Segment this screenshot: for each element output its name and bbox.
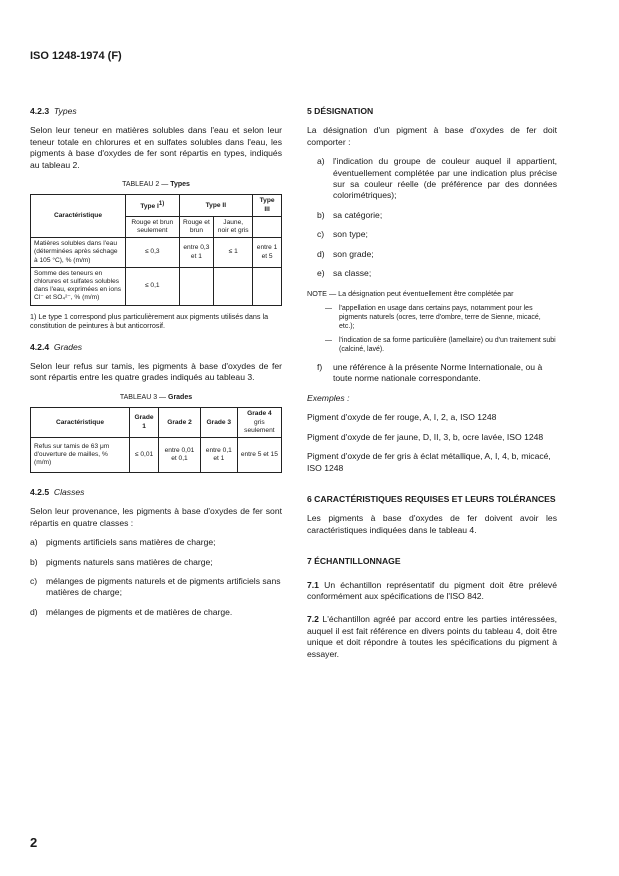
list-item: d) son grade; — [317, 248, 374, 259]
section-7-1-text: 7.1 Un échantillon représentatif du pigment doit être prélevé conformément aux spécifications de l'ISO 842. — [307, 579, 557, 601]
t2-row2-type2a — [179, 267, 214, 305]
list-item: — l'indication de sa forme particulière (lamellaire) ou d'un traitement subi (calciné, lavé). — [325, 337, 556, 354]
t2-row1-type1: ≤ 0,3 — [126, 238, 180, 268]
t3-col-characteristic: Caractéristique — [31, 408, 130, 438]
t3-grade1-header: Grade 1 — [130, 408, 159, 438]
t2-col-characteristic: Caractéristique — [31, 195, 126, 238]
page-number: 2 — [30, 835, 38, 850]
examples-label: Exemples : — [307, 392, 350, 403]
t2-row1-label: Matières solubles dans l'eau (déterminées après séchage à 105 °C), % (m/m) — [31, 238, 126, 268]
table-3 — [30, 407, 282, 473]
section-5-text: La désignation d'un pigment à base d'oxydes de fer doit comporter : — [307, 125, 557, 147]
t2-type3-header: Type III — [253, 195, 282, 216]
t2-type1-header: Type I1) — [126, 195, 180, 216]
example-1: Pigment d'oxyde de fer rouge, A, I, 2, a, ISO 1248 — [307, 412, 497, 423]
t2-row2-label: Somme des teneurs en chlorures et sulfates solubles dans l'eau, exprimées en ions Cl⁻ et SO₄²⁻, % (m/m) — [31, 267, 126, 305]
section-4-2-5-text: Selon leur provenance, les pigments à base d'oxydes de fer sont répartis en quatre classes : — [30, 506, 282, 528]
t2-sub-type1: Rouge et brun seulement — [126, 216, 180, 237]
section-4-2-4-text: Selon leur refus sur tamis, les pigments à base d'oxydes de fer sont répartis entre les quatre grades indiqués au tableau 3. — [30, 361, 282, 383]
table-2-footnote: 1) Le type 1 correspond plus particulièrement aux pigments utilisés dans la constitution de peintures à but anticorrosif. — [30, 311, 269, 330]
section-4-2-5-heading: 4.2.5 Classes — [30, 486, 85, 497]
designation-list — [307, 156, 557, 279]
section-5-heading: 5 DÉSIGNATION — [307, 106, 374, 116]
t2-row2-type3 — [253, 267, 282, 305]
t2-type2-header: Type II — [179, 195, 253, 216]
list-item: f) une référence à la présente Norme Internationale, ou à toute norme nationale correspondante. — [317, 362, 543, 384]
t3-grade3-header: Grade 3 — [200, 408, 237, 438]
section-4-2-3-text: Selon leur teneur en matières solubles dans l'eau et selon leur teneur totale en chlorures et en sulfates solubles dans l'eau, les pigments à base d'oxydes de fer sont répartis en types, indiqués au tableau 2. — [30, 125, 282, 170]
list-item: e) sa classe; — [317, 268, 372, 279]
list-item: a) pigments artificiels sans matières de charge; — [30, 537, 216, 548]
section-6-text: Les pigments à base d'oxydes de fer doivent avoir les caractéristiques indiquées dans le tableau 4. — [307, 513, 557, 535]
example-2: Pigment d'oxyde de fer jaune, D, II, 3, b, ocre lavée, ISO 1248 — [307, 431, 544, 442]
t3-row-label: Refus sur tamis de 63 μm d'ouverture de mailles, % (m/m) — [31, 437, 130, 472]
t2-row1-type3: entre 1 et 5 — [253, 238, 282, 268]
t3-grade2-value: entre 0,01 et 0,1 — [159, 437, 201, 472]
example-3: Pigment d'oxyde de fer gris à éclat métallique, A, I, 4, b, micacé, ISO 1248 — [307, 451, 551, 473]
list-item: c) son type; — [317, 229, 368, 240]
classes-list — [30, 537, 282, 618]
list-item: c) mélanges de pigments naturels et de pigments artificiels sans matières de charge; — [30, 575, 281, 598]
right-column — [307, 106, 557, 660]
table-3-caption: TABLEAU 3 — Grades — [119, 393, 193, 401]
t3-grade4-header: Grade 4 gris seulement — [237, 408, 281, 438]
t3-grade3-value: entre 0,1 et 1 — [200, 437, 237, 472]
list-item: b) sa catégorie; — [317, 209, 383, 220]
t3-grade4-value: entre 5 et 15 — [237, 437, 281, 472]
list-item: — l'appellation en usage dans certains pays, notamment pour les pigments naturels (ocres, terre d'ombre, terre de Sienne, micacé, etc.); — [325, 305, 541, 331]
table-2 — [30, 194, 282, 305]
section-4-2-3-heading: 4.2.3 Types — [30, 106, 77, 116]
t2-row1-type2b: ≤ 1 — [214, 238, 253, 268]
left-column — [30, 106, 282, 618]
section-4-2-4-heading: 4.2.4 Grades — [30, 341, 83, 352]
t2-row2-type1: ≤ 0,1 — [126, 267, 180, 305]
section-6-heading: 6 CARACTÉRISTIQUES REQUISES ET LEURS TOLÉRANCES — [307, 493, 556, 504]
t2-row2-type2b — [214, 267, 253, 305]
t2-row1-type2a: entre 0,3 et 1 — [179, 238, 214, 268]
t2-sub-type3 — [253, 216, 282, 237]
t2-sub-type2b: Jaune, noir et gris — [214, 216, 253, 237]
list-item: b) pigments naturels sans matières de charge; — [30, 556, 213, 567]
section-7-2-text: 7.2 L'échantillon agréé par accord entre les parties intéressées, auquel il est fait référence en divers points du tableau 4, doit être unique et doit répondre à toutes les spécifications du pigment à essayer. — [307, 614, 558, 659]
note-list — [307, 304, 557, 354]
t3-grade2-header: Grade 2 — [159, 408, 201, 438]
table-2-caption: TABLEAU 2 — Types — [122, 181, 190, 189]
list-item: d) mélanges de pigments et de matières de charge. — [30, 606, 233, 617]
t2-sub-type2a: Rouge et brun — [179, 216, 214, 237]
note: NOTE — La désignation peut éventuellement être complétée par — [307, 289, 514, 299]
section-7-heading: 7 ÉCHANTILLONNAGE — [307, 556, 401, 567]
document-code: ISO 1248-1974 (F) — [30, 50, 122, 62]
list-item: a) l'indication du groupe de couleur auquel il appartient, éventuellement complétée par une indication plus précise sur sa couleur réelle (de préférence par des données colorimétriques); — [317, 156, 557, 201]
t3-grade1-value: ≤ 0,01 — [130, 437, 159, 472]
